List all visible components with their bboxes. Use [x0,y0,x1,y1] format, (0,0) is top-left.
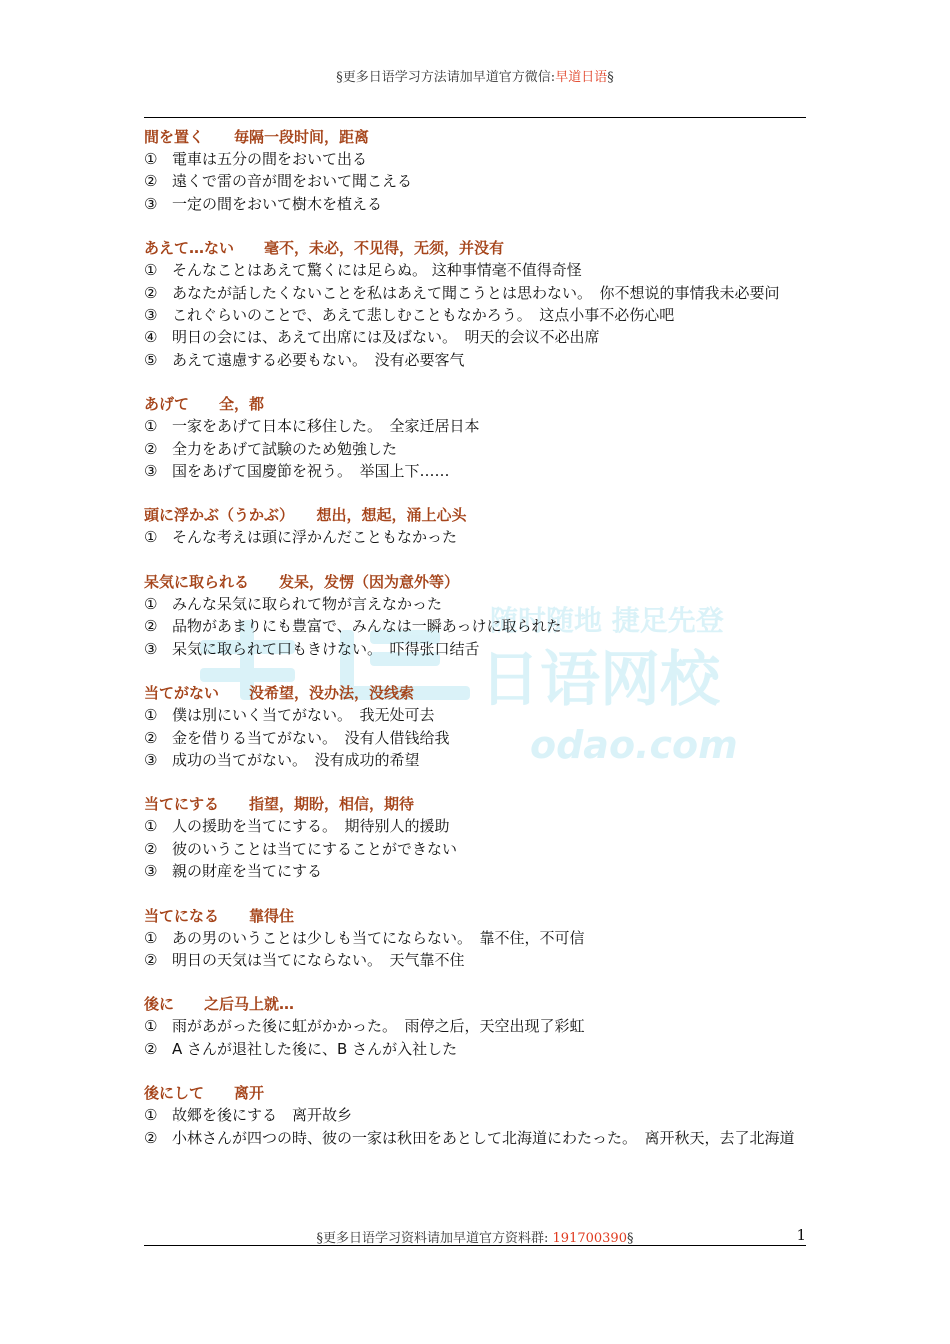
item-text: 金を借りる当てがない。 没有人借钱给我 [172,728,450,747]
item-text: そんなことはあえて驚くには足らぬ。 这种事情毫不值得奇怪 [172,261,582,280]
vocab-section [144,504,809,548]
example-item [144,838,809,860]
page-footer [0,1227,950,1246]
item-text: 遠くで雷の音が間をおいて聞こえる [172,172,413,191]
item-number: ② [144,439,158,458]
section-title: 当てがない 没希望，没办法，没线索 [144,684,415,703]
header-text: §更多日语学习方法请加早道官方微信: [336,70,556,85]
example-item [144,304,809,326]
example-item [144,638,809,660]
example-item [144,749,809,771]
item-text: 人の援助を当てにする。 期待别人的援助 [172,817,450,836]
item-text: 彼のいうことは当てにすることができない [172,839,458,858]
section-title: あげて 全，都 [144,395,265,414]
section-title: 後にして 离开 [144,1084,265,1103]
section-title: 呆気に取られる 发呆，发愣（因为意外等） [144,572,460,591]
item-text: あなたが話したくないことを私はあえて聞こうとは思わない。 你不想说的事情我未必要问 [172,283,780,302]
example-item [144,815,809,837]
item-text: 小林さんが四つの時、彼の一家は秋田をあとして北海道にわたった。 离开秋天，去了北海道 [172,1128,795,1147]
page-header [0,66,950,85]
example-item [144,727,809,749]
item-text: 一定の間をおいて樹木を植える [172,194,383,213]
item-text: みんな呆気に取られて物が言えなかった [172,594,443,613]
item-number: ② [144,172,158,191]
example-item [144,282,809,304]
item-number: ① [144,817,158,836]
example-item [144,326,809,348]
item-text: 一家をあげて日本に移住した。 全家迁居日本 [172,417,480,436]
section-title: 頭に浮かぶ（うかぶ） 想出，想起，涌上心头 [144,506,467,525]
example-item [144,1015,809,1037]
item-number: ② [144,1039,158,1058]
example-item [144,1127,809,1149]
item-text: 電車は五分の間をおいて出る [172,150,368,168]
footer-rule [144,1245,806,1246]
header-rule [144,117,806,118]
item-number: ① [144,417,158,436]
item-text: 品物があまりにも豊富で、みんなは一瞬あっけに取られた [172,617,562,636]
item-text: 故郷を後にする 离开故乡 [172,1106,353,1125]
example-item [144,949,809,971]
section-title: 間を置く 毎隔一段时间，距离 [144,128,370,146]
item-text: これぐらいのことで、あえて悲しむこともなかろう。 这点小事不必伤心吧 [172,306,675,325]
section-title: あえて…ない 毫不，未必，不见得，无须，并没有 [144,239,505,258]
item-number: ② [144,728,158,747]
section-title: 当てにする 指望，期盼，相信，期待 [144,795,415,814]
vocab-section [144,393,809,482]
item-number: ③ [144,194,158,213]
example-item [144,415,809,437]
page-number: 1 [796,1226,806,1244]
example-item [144,1038,809,1060]
item-text: 親の財産を当てにする [172,862,323,881]
item-number: ② [144,617,158,636]
example-item [144,1104,809,1126]
example-item [144,927,809,949]
item-text: 雨があがった後に虹がかかった。 雨停之后，天空出现了彩虹 [172,1017,585,1036]
item-number: ⑤ [144,350,158,369]
example-item [144,170,809,192]
vocab-section [144,793,809,882]
example-item [144,438,809,460]
item-text: そんな考えは頭に浮かんだこともなかった [172,528,458,547]
example-item [144,526,809,548]
item-number: ① [144,928,158,947]
watermark-brand: 日语网校 [480,645,720,715]
vocab-section [144,993,809,1060]
item-number: ② [144,839,158,858]
footer-text: §更多日语学习资料请加早道官方资料群: [316,1231,553,1246]
item-number: ① [144,528,158,547]
item-text: 呆気に取られて口もきけない。 吓得张口结舌 [172,639,480,658]
item-text: 明日の天気は当てにならない。 天气靠不住 [172,950,465,969]
item-text: 僕は別にいく当てがない。 我无处可去 [172,706,435,725]
header-suffix: § [607,70,614,85]
vocab-section [144,571,809,660]
item-number: ① [144,1017,158,1036]
vocab-section [144,237,809,371]
item-text: あえて遠慮する必要もない。 没有必要客气 [172,350,465,369]
item-number: ① [144,150,158,168]
item-text: A さんが退社した後に、B さんが入社した [172,1039,458,1058]
example-item [144,148,809,170]
item-number: ① [144,706,158,725]
item-number: ③ [144,306,158,325]
footer-suffix: § [626,1231,634,1246]
item-number: ② [144,950,158,969]
example-item [144,460,809,482]
item-number: ③ [144,862,158,881]
item-text: 全力をあげて試験のため勉強した [172,439,398,458]
item-number: ① [144,594,158,613]
section-title: 後に 之后马上就… [144,995,295,1014]
vocab-section [144,1082,809,1149]
item-number: ③ [144,462,158,481]
example-item [144,615,809,637]
item-text: 成功の当てがない。 没有成功的希望 [172,750,420,769]
section-title: 当てになる 靠得住 [144,906,295,925]
example-item [144,704,809,726]
item-text: 国をあげて国慶節を祝う。 举国上下…… [172,462,450,481]
item-number: ② [144,283,158,302]
watermark-slogan: 随时随地 捷足先登 [490,604,724,637]
item-number: ③ [144,639,158,658]
example-item [144,593,809,615]
vocab-section [144,682,809,771]
watermark-site: odao.com [530,723,738,767]
example-item [144,860,809,882]
footer-highlight: 191700390 [552,1231,627,1246]
header-highlight: 早道日语 [555,70,608,85]
example-item [144,193,809,215]
item-text: 明日の会には、あえて出席には及ばない。 明天的会议不必出席 [172,328,600,347]
vocabulary-list [144,126,809,1171]
item-number: ① [144,1106,158,1125]
vocab-section [144,126,809,215]
item-text: あの男のいうことは少しも当てにならない。 靠不住，不可信 [172,928,585,947]
item-number: ④ [144,328,158,347]
example-item [144,259,809,281]
item-number: ③ [144,750,158,769]
vocab-section [144,905,809,972]
example-item [144,349,809,371]
item-number: ① [144,261,158,280]
item-number: ② [144,1128,158,1147]
